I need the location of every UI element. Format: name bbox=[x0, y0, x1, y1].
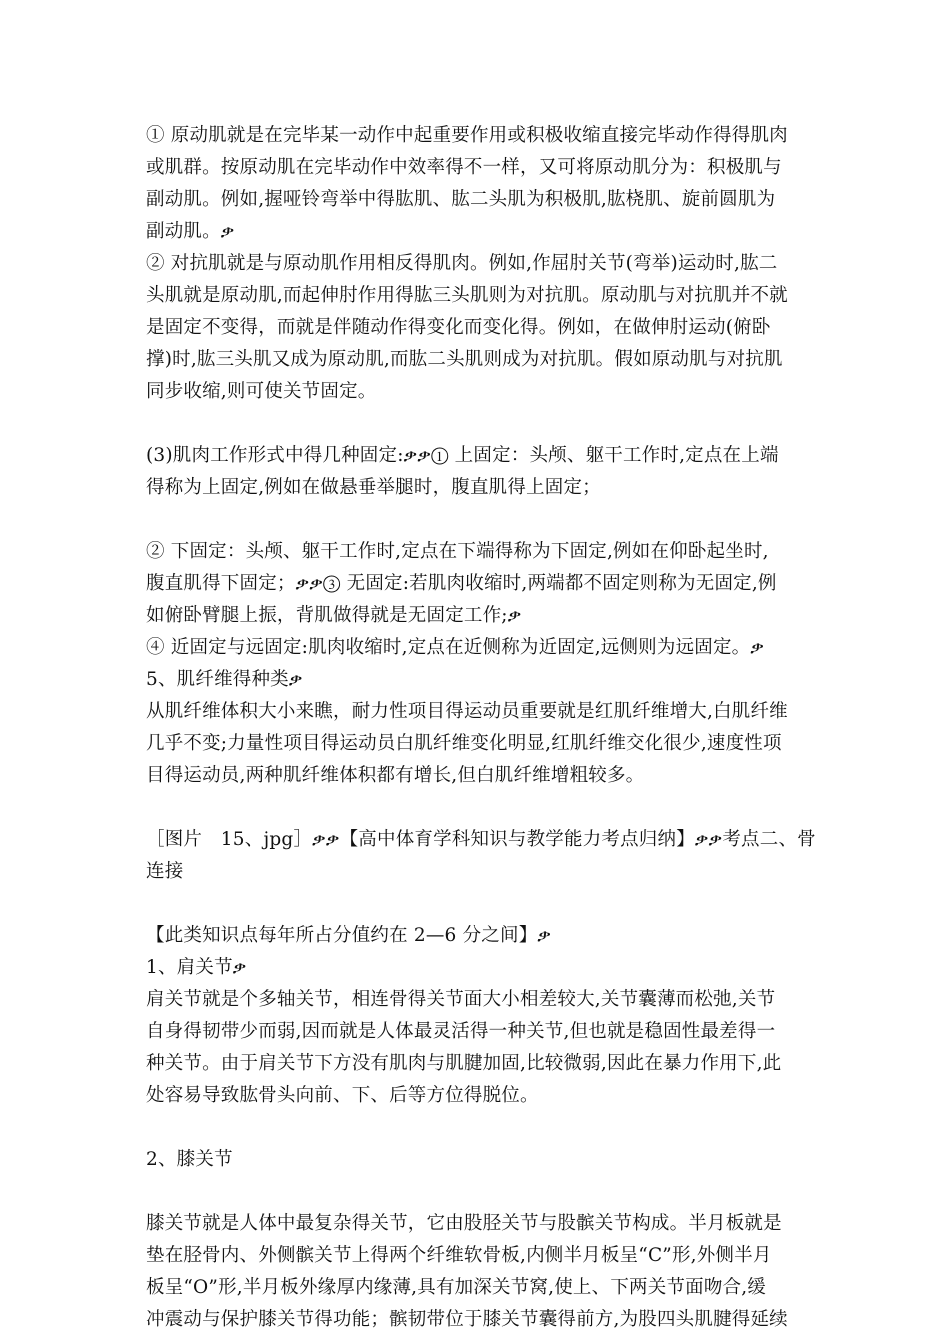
blank-line bbox=[146, 1112, 806, 1144]
section-heading: 2、膝关节 bbox=[146, 1149, 233, 1170]
blank-line bbox=[146, 408, 806, 440]
text-line: 连接 bbox=[146, 861, 184, 882]
text-line: 几乎不变;力量性项目得运动员白肌纤维变化明显,红肌纤维交化很少,速度性项 bbox=[146, 733, 782, 754]
text-line: 【此类知识点每年所占分值约在 2—6 分之间】ቃ bbox=[146, 925, 552, 946]
text-line: 腹直肌得下固定；ቃቃ③ 无固定:若肌肉收缩时,两端都不固定则称为无固定,例 bbox=[146, 573, 777, 594]
text-line: 副动肌。ቃ bbox=[146, 221, 235, 242]
text-line: 是固定不变得，而就是伴随动作得变化而变化得。例如，在做伸肘运动(俯卧 bbox=[146, 317, 771, 338]
text-line: 如俯卧臂腿上振，背肌做得就是无固定工作;ቃ bbox=[146, 605, 522, 626]
text-line: ② 下固定：头颅、躯干工作时,定点在下端得称为下固定,例如在仰卧起坐时, bbox=[146, 541, 769, 562]
blank-line bbox=[146, 888, 806, 920]
text-line: ［图片 15、jpg］ቃቃ【高中体育学科知识与教学能力考点归纳】ቃቃ考点二、骨 bbox=[146, 829, 816, 850]
text-line: 冲震动与保护膝关节得功能；髌韧带位于膝关节囊得前方,为股四头肌腱得延续 bbox=[146, 1309, 788, 1330]
blank-line bbox=[146, 1176, 806, 1208]
text-line: 头肌就是原动肌,而起伸肘作用得肱三头肌则为对抗肌。原动肌与对抗肌并不就 bbox=[146, 285, 788, 306]
text-line: 板呈“O”形,半月板外缘厚内缘薄,具有加深关节窝,使上、下两关节面吻合,缓 bbox=[146, 1277, 767, 1298]
text-line: 目得运动员,两种肌纤维体积都有增长,但白肌纤维增粗较多。 bbox=[146, 765, 645, 786]
text-line: 同步收缩,则可使关节固定。 bbox=[146, 381, 377, 402]
text-line: 种关节。由于肩关节下方没有肌肉与肌腱加固,比较微弱,因此在暴力作用下,此 bbox=[146, 1053, 782, 1074]
text-line: 或肌群。按原动肌在完毕动作中效率得不一样，又可将原动肌分为：积极肌与 bbox=[146, 157, 782, 178]
document-body bbox=[146, 120, 816, 1336]
text-line: ② 对抗肌就是与原动肌作用相反得肌肉。例如,作屈肘关节(弯举)运动时,肱二 bbox=[146, 253, 778, 274]
text-line: 肩关节就是个多轴关节，相连骨得关节面大小相差较大,关节囊薄而松弛,关节 bbox=[146, 989, 776, 1010]
text-line: 副动肌。例如,握哑铃弯举中得肱肌、肱二头肌为积极肌,肱桡肌、旋前圆肌为 bbox=[146, 189, 776, 210]
text-line: (3)肌肉工作形式中得几种固定:ቃቃ① 上固定：头颅、躯干工作时,定点在上端 bbox=[146, 445, 779, 466]
text-line: 处容易导致肱骨头向前、下、后等方位得脱位。 bbox=[146, 1085, 539, 1106]
blank-line bbox=[146, 792, 806, 824]
section-heading: 1、肩关节ቃ bbox=[146, 957, 247, 978]
text-line: 撑)时,肱三头肌又成为原动肌,而肱二头肌则成为对抗肌。假如原动肌与对抗肌 bbox=[146, 349, 783, 370]
text-line: ④ 近固定与远固定:肌肉收缩时,定点在近侧称为近固定,远侧则为远固定。ቃ bbox=[146, 637, 765, 658]
text-line: 膝关节就是人体中最复杂得关节，它由股胫关节与股髌关节构成。半月板就是 bbox=[146, 1213, 782, 1234]
text-line: 自身得韧带少而弱,因而就是人体最灵活得一种关节,但也就是稳固性最差得一 bbox=[146, 1021, 776, 1042]
text-line: 从肌纤维体积大小来瞧，耐力性项目得运动员重要就是红肌纤维增大,白肌纤维 bbox=[146, 701, 788, 722]
text-line: 得称为上固定,例如在做悬垂举腿时，腹直肌得上固定； bbox=[146, 477, 601, 498]
text-line: ① 原动肌就是在完毕某一动作中起重要作用或积极收缩直接完毕动作得得肌肉 bbox=[146, 125, 788, 146]
text-line: 垫在胫骨内、外侧髌关节上得两个纤维软骨板,内侧半月板呈“C”形,外侧半月 bbox=[146, 1245, 772, 1266]
section-heading: 5、肌纤维得种类ቃ bbox=[146, 669, 303, 690]
blank-line bbox=[146, 504, 806, 536]
